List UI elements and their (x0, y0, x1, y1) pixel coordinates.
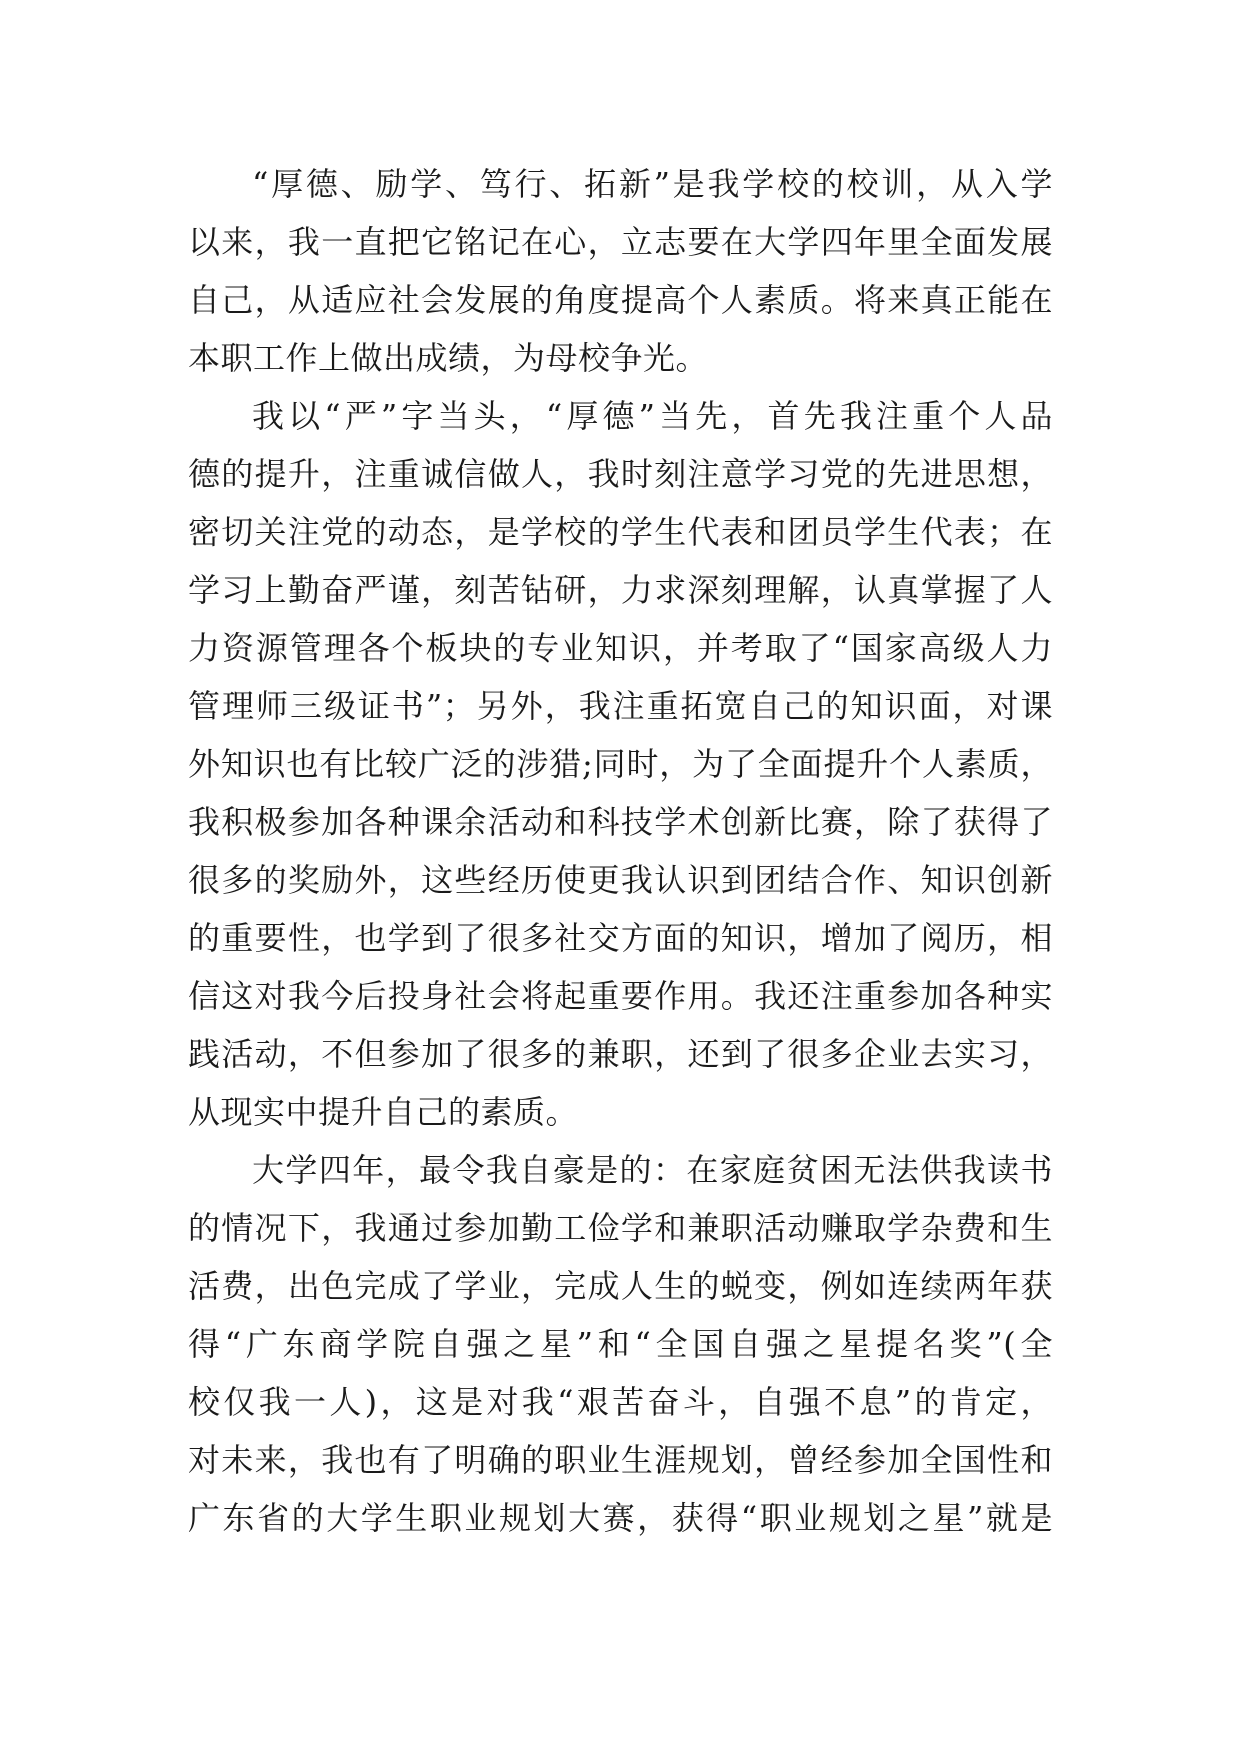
paragraph-line: 我积极参加各种课余活动和科技学术创新比赛，除了获得了 (188, 803, 1053, 841)
paragraph-line: “厚德、励学、笃行、拓新”是我学校的校训，从入学 (252, 165, 1053, 203)
paragraph-line: 校仅我一人)，这是对我“艰苦奋斗，自强不息”的肯定， (188, 1383, 1053, 1421)
paragraph-line: 的情况下，我通过参加勤工俭学和兼职活动赚取学杂费和生 (188, 1209, 1053, 1247)
paragraph-line: 活费，出色完成了学业，完成人生的蜕变，例如连续两年获 (188, 1267, 1053, 1305)
paragraph-ethics-study (188, 387, 1053, 1141)
paragraph-line: 的重要性，也学到了很多社交方面的知识，增加了阅历，相 (188, 919, 1053, 957)
paragraph-line: 管理师三级证书”；另外，我注重拓宽自己的知识面，对课 (188, 687, 1053, 725)
body-text (188, 155, 1053, 1547)
paragraph-line: 力资源管理各个板块的专业知识，并考取了“国家高级人力 (188, 629, 1053, 667)
paragraph-line: 以来，我一直把它铭记在心，立志要在大学四年里全面发展 (188, 223, 1053, 261)
paragraph-line: 对未来，我也有了明确的职业生涯规划，曾经参加全国性和 (188, 1441, 1053, 1479)
paragraph-line: 广东省的大学生职业规划大赛，获得“职业规划之星”就是 (188, 1499, 1053, 1537)
paragraph-line: 自己，从适应社会发展的角度提高个人素质。将来真正能在 (188, 281, 1053, 319)
paragraph-line: 得“广东商学院自强之星”和“全国自强之星提名奖”(全 (188, 1325, 1053, 1363)
paragraph-line: 践活动，不但参加了很多的兼职，还到了很多企业去实习， (188, 1035, 1053, 1073)
paragraph-line: 本职工作上做出成绩，为母校争光。 (188, 339, 709, 377)
paragraph-line: 很多的奖励外，这些经历使更我认识到团结合作、知识创新 (188, 861, 1053, 899)
paragraph-line: 大学四年，最令我自豪是的：在家庭贫困无法供我读书 (252, 1151, 1053, 1189)
paragraph-line: 德的提升，注重诚信做人，我时刻注意学习党的先进思想， (188, 455, 1053, 493)
paragraph-line: 从现实中提升自己的素质。 (188, 1093, 579, 1131)
paragraph-line: 信这对我今后投身社会将起重要作用。我还注重参加各种实 (188, 977, 1053, 1015)
paragraph-line: 密切关注党的动态，是学校的学生代表和团员学生代表；在 (188, 513, 1053, 551)
paragraph-line: 我以“严”字当头，“厚德”当先，首先我注重个人品 (252, 397, 1053, 435)
paragraph-line: 外知识也有比较广泛的涉猎;同时，为了全面提升个人素质， (188, 745, 1053, 783)
paragraph-pride (188, 1141, 1053, 1547)
paragraph-line: 学习上勤奋严谨，刻苦钻研，力求深刻理解，认真掌握了人 (188, 571, 1053, 609)
paragraph-motto (188, 155, 1053, 387)
